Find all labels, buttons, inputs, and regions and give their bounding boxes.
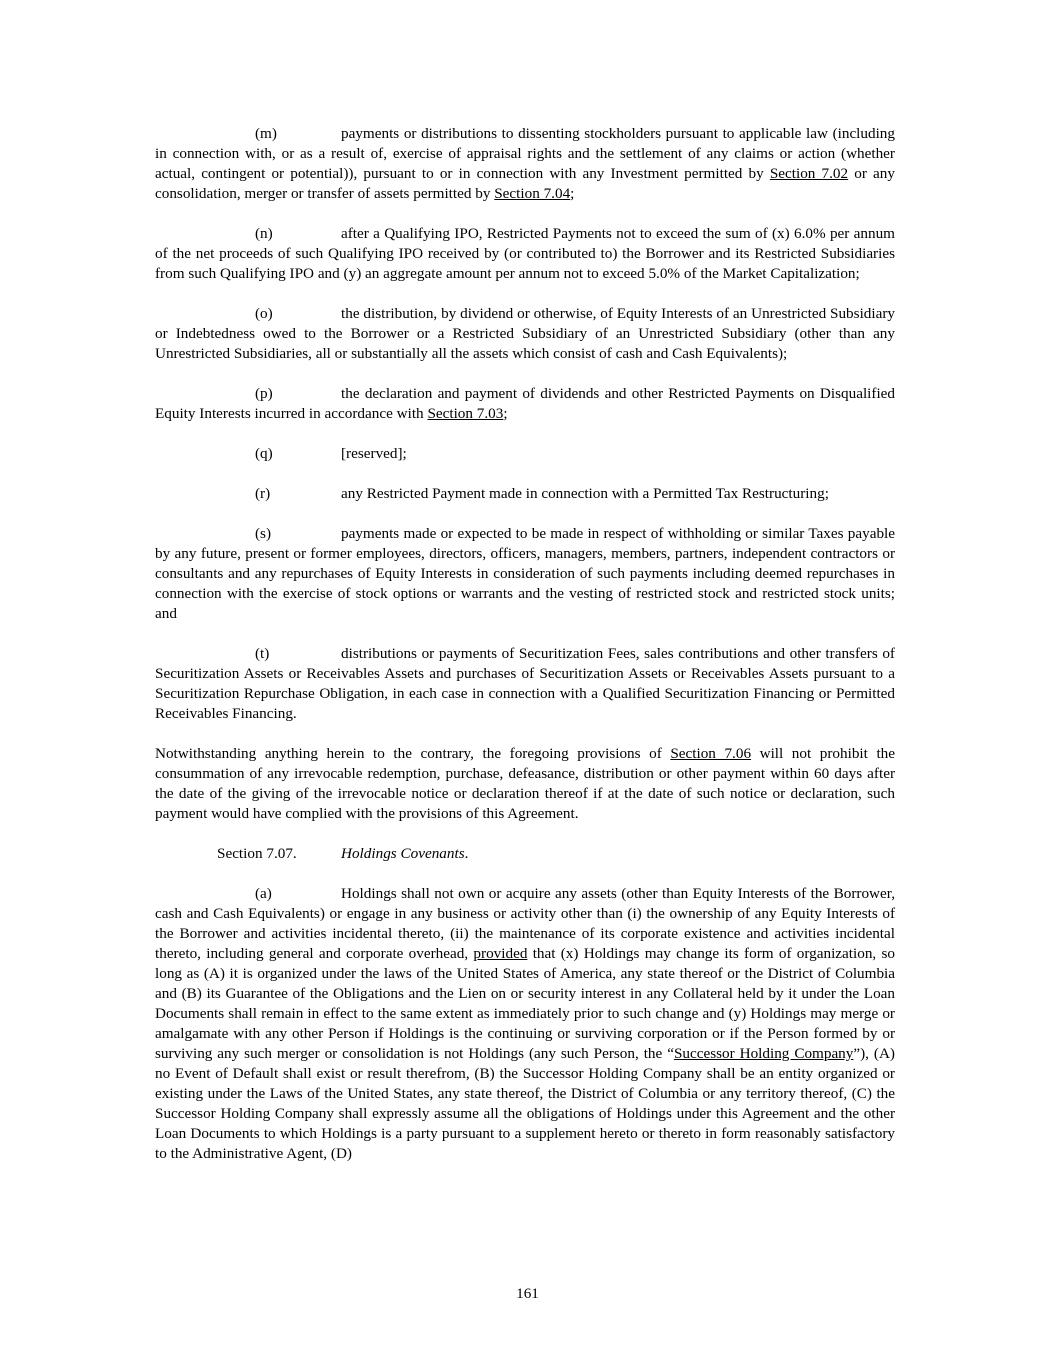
clause-label: (t) bbox=[255, 645, 270, 662]
page-number: 161 bbox=[516, 1285, 539, 1302]
clause-s: (s) payments made or expected to be made in respect of withholding or similar Taxes payable by any future, present or former employees, directors, officers, managers, members, partners, independent contractors or consultants and any repurchases of Equity Interests in consideration of such payments including deemed repurchases in connection with the exercise of stock options or warrants and the vesting of restricted stock and restricted stock units; and bbox=[155, 525, 895, 622]
clause-p: (p) the declaration and payment of dividends and other Restricted Payments on Disqualified Equity Interests incurred in accordance with Section 7.03; bbox=[155, 385, 895, 422]
clause-label: (m) bbox=[255, 125, 277, 142]
clause-label: (n) bbox=[255, 225, 273, 242]
section-title: Holdings Covenants bbox=[341, 845, 465, 862]
provided-term: provided bbox=[473, 945, 528, 962]
clause-t: (t) distributions or payments of Securitization Fees, sales contributions and other transfers of Securitization Assets or Receivables Assets and purchases of Securitization Assets or Receivables Assets pursuant to a Securitization Repurchase Obligation, in each case in connection with a Qualified Securitization Financing or Permitted Receivables Financing. bbox=[155, 645, 895, 722]
document-body bbox=[155, 124, 895, 1184]
clause-m: (m) payments or distributions to dissenting stockholders pursuant to applicable law (including in connection with, or as a result of, exercise of appraisal rights and the settlement of any claims or action (whether actual, contingent or potential)), pursuant to or in connection with any Investment permitted by Section 7.02 or any consolidation, merger or transfer of assets permitted by Section 7.04; bbox=[155, 125, 895, 202]
notwithstanding-paragraph: Notwithstanding anything herein to the contrary, the foregoing provisions of Section 7.06 will not prohibit the consummation of any irrevocable redemption, purchase, defeasance, distribution or other payment within 60 days after the date of the giving of the irrevocable notice or declaration thereof if at the date of such notice or declaration, such payment would have complied with the provisions of this Agreement. bbox=[155, 745, 895, 822]
clause-label: (s) bbox=[255, 525, 272, 542]
clause-n: (n) after a Qualifying IPO, Restricted Payments not to exceed the sum of (x) 6.0% per annum of the net proceeds of such Qualifying IPO received by (or contributed to) the Borrower and its Restricted Subsidiaries from such Qualifying IPO and (y) an aggregate amount per annum not to exceed 5.0% of the Market Capitalization; bbox=[155, 225, 895, 282]
holdings-clause-a: (a) Holdings shall not own or acquire any assets (other than Equity Interests of the Borrower, cash and Cash Equivalents) or engage in any business or activity other than (i) the ownership of any Equity Interests of the Borrower and activities incidental thereto, (ii) the maintenance of its corporate existence and activities incidental thereto, including general and corporate overhead, provided that (x) Holdings may change its form of organization, so long as (A) it is organized under the laws of the United States of America, any state thereof or the District of Columbia and (B) its Guarantee of the Obligations and the Lien on or security interest in any Collateral held by it under the Loan Documents shall remain in effect to the same extent as immediately prior to such change and (y) Holdings may merge or amalgamate with any other Person if Holdings is the continuing or surviving corporation or if the Person formed by or surviving any such merger or consolidation is not Holdings (any such Person, the “Successor Holding Company”), (A) no Event of Default shall exist or result therefrom, (B) the Successor Holding Company shall be an entity organized or existing under the Laws of the United States, any state thereof, the District of Columbia or any territory thereof, (C) the Successor Holding Company shall expressly assume all the obligations of Holdings under this Agreement and the other Loan Documents to which Holdings is a party pursuant to a supplement hereto or thereto in form reasonably satisfactory to the Administrative Agent, (D) bbox=[155, 885, 895, 1162]
clause-label: (r) bbox=[255, 485, 271, 502]
defined-term: Successor Holding Company bbox=[673, 1045, 854, 1062]
section-reference: Section 7.04 bbox=[494, 185, 571, 202]
clause-q: (q) [reserved]; bbox=[255, 445, 407, 462]
clause-o: (o) the distribution, by dividend or otherwise, of Equity Interests of an Unrestricted Subsidiary or Indebtedness owed to the Borrower or a Restricted Subsidiary of an Unrestricted Subsidiary (other than any Unrestricted Subsidiaries, all or substantially all the assets which consist of cash and Cash Equivalents); bbox=[155, 305, 895, 362]
clause-label: (a) bbox=[255, 885, 272, 902]
section-reference: Section 7.02 bbox=[769, 165, 849, 182]
section-reference: Section 7.03 bbox=[427, 405, 504, 422]
section-number: Section 7.07. bbox=[217, 845, 297, 862]
clause-label: (q) bbox=[255, 445, 273, 462]
clause-label: (o) bbox=[255, 305, 273, 322]
clause-label: (p) bbox=[255, 385, 273, 402]
clause-r: (r) any Restricted Payment made in connection with a Permitted Tax Restructuring; bbox=[255, 485, 829, 502]
section-heading: Section 7.07. Holdings Covenants. bbox=[217, 845, 469, 862]
section-reference: Section 7.06 bbox=[670, 745, 752, 762]
